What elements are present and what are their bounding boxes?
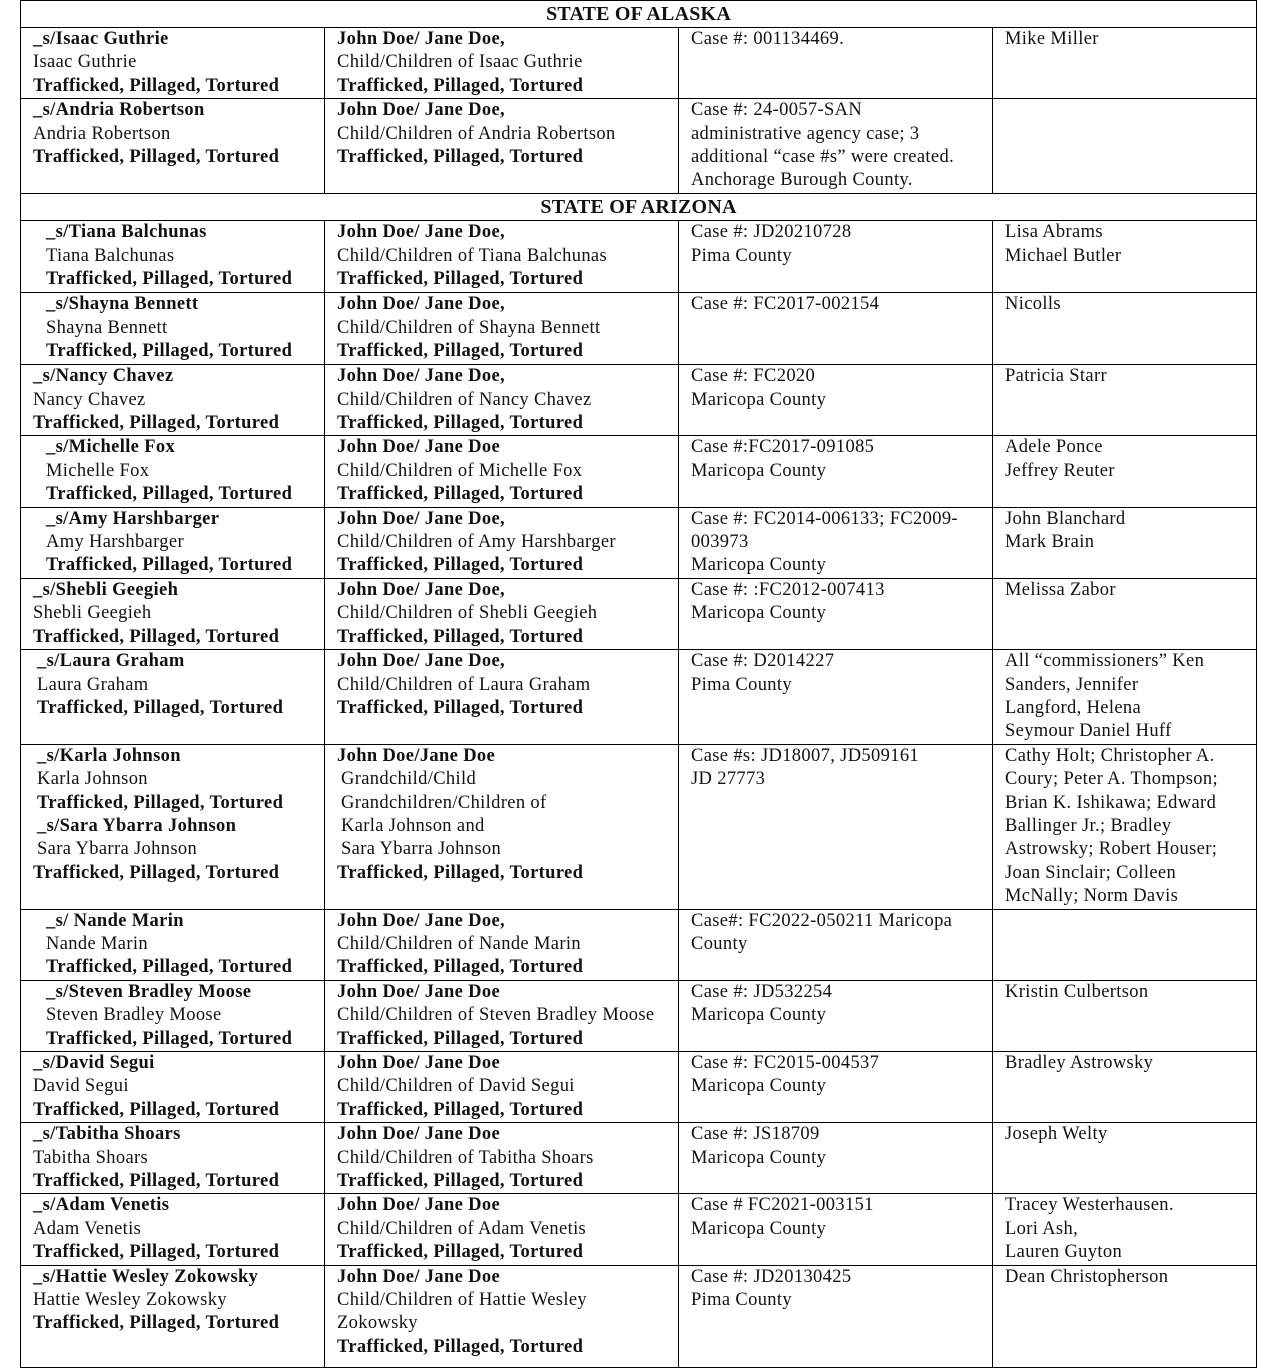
signer-cell xyxy=(21,436,325,507)
case-detail: Maricopa County xyxy=(691,389,827,410)
case-number: Case #: FC2015-004537 xyxy=(691,1053,880,1073)
status-text: Trafficked, Pillaged, Tortured xyxy=(46,555,293,576)
child-designation: John Doe/ Jane Doe xyxy=(337,437,501,458)
plaintiff-table xyxy=(20,0,1257,1368)
officials-cell xyxy=(993,1052,1257,1123)
signer-name: Nancy Chavez xyxy=(33,389,146,410)
case-cell xyxy=(679,1194,993,1265)
official-name: Tracey Westerhausen. xyxy=(1005,1195,1174,1216)
signature: _s/Tiana Balchunas xyxy=(46,222,207,243)
case-number: Case #: 001134469. xyxy=(691,29,845,49)
status-text: Trafficked, Pillaged, Tortured xyxy=(337,269,584,290)
state-heading: STATE OF ALASKA xyxy=(21,1,1257,28)
officials-cell xyxy=(993,365,1257,436)
official-name: Lisa Abrams xyxy=(1005,222,1103,243)
child-relation: Child/Children of Tabitha Shoars xyxy=(337,1147,594,1168)
children-cell xyxy=(325,909,679,980)
child-relation: Karla Johnson and xyxy=(341,815,485,836)
signer-cell xyxy=(21,744,325,909)
status-text: Trafficked, Pillaged, Tortured xyxy=(46,1028,293,1049)
child-designation: John Doe/ Jane Doe xyxy=(337,981,501,1002)
status-text: Trafficked, Pillaged, Tortured xyxy=(37,697,284,718)
children-cell xyxy=(325,1194,679,1265)
table-row xyxy=(21,221,1257,293)
status-text: Trafficked, Pillaged, Tortured xyxy=(337,1336,584,1357)
signature: _s/Adam Venetis xyxy=(33,1195,170,1216)
table-row xyxy=(21,436,1257,507)
children-cell xyxy=(325,1123,679,1194)
official-name: Seymour Daniel Huff xyxy=(1005,721,1172,742)
child-relation: Child/Children of Hattie Wesley xyxy=(337,1290,587,1311)
table-row xyxy=(21,909,1257,980)
status-text: Trafficked, Pillaged, Tortured xyxy=(33,147,280,168)
child-relation: Child/Children of Laura Graham xyxy=(337,674,591,695)
signer-cell xyxy=(21,99,325,194)
child-designation: John Doe/ Jane Doe xyxy=(337,1124,501,1145)
signer-name: Tabitha Shoars xyxy=(33,1147,149,1168)
case-number: Case #: JD20130425 xyxy=(691,1266,852,1287)
signer-cell xyxy=(21,365,325,436)
official-name: Bradley Astrowsky xyxy=(1005,1053,1154,1073)
case-cell xyxy=(679,578,993,649)
case-detail: Maricopa County xyxy=(691,555,827,576)
case-cell xyxy=(679,1123,993,1194)
child-relation: Child/Children of Nancy Chavez xyxy=(337,389,592,410)
case-number: Case #s: JD18007, JD509161 xyxy=(691,745,920,766)
officials-cell xyxy=(993,293,1257,365)
child-relation: Grandchild/Child xyxy=(341,769,477,790)
signer-cell xyxy=(21,28,325,99)
case-number: Case #: :FC2012-007413 xyxy=(691,579,885,600)
officials-cell xyxy=(993,436,1257,507)
child-relation: Child/Children of David Segui xyxy=(337,1076,575,1097)
child-relation: Zokowsky xyxy=(337,1313,418,1334)
signer-name: Tiana Balchunas xyxy=(46,245,175,266)
case-number: Case#: FC2022-050211 Maricopa xyxy=(691,910,953,931)
status-text: Trafficked, Pillaged, Tortured xyxy=(337,862,584,883)
signature: _s/Karla Johnson xyxy=(37,745,181,766)
official-name: Ballinger Jr.; Bradley xyxy=(1005,815,1172,836)
signer-cell xyxy=(21,909,325,980)
official-name: Lori Ash, xyxy=(1005,1218,1079,1239)
case-detail: Maricopa County xyxy=(691,1005,827,1026)
case-cell xyxy=(679,293,993,365)
child-designation: John Doe/ Jane Doe, xyxy=(337,366,506,387)
official-name: Sanders, Jennifer xyxy=(1005,674,1139,695)
case-detail: Pima County xyxy=(691,1290,792,1311)
case-cell xyxy=(679,436,993,507)
case-cell xyxy=(679,909,993,980)
table-row xyxy=(21,578,1257,649)
signature: _s/Michelle Fox xyxy=(46,437,176,458)
officials-cell xyxy=(993,1123,1257,1194)
status-text: Trafficked, Pillaged, Tortured xyxy=(46,269,293,290)
status-text: Trafficked, Pillaged, Tortured xyxy=(33,862,280,883)
status-text: Trafficked, Pillaged, Tortured xyxy=(33,1313,280,1334)
signer-name: Karla Johnson xyxy=(37,769,148,790)
status-text: Trafficked, Pillaged, Tortured xyxy=(337,697,584,718)
children-cell xyxy=(325,221,679,293)
children-cell xyxy=(325,980,679,1051)
status-text: Trafficked, Pillaged, Tortured xyxy=(33,413,280,434)
table-row xyxy=(21,365,1257,436)
children-cell xyxy=(325,293,679,365)
status-text: Trafficked, Pillaged, Tortured xyxy=(337,957,584,978)
signature: _s/ Nande Marin xyxy=(46,910,184,931)
case-number: Case #: FC2014-006133; FC2009- xyxy=(691,508,958,529)
child-relation: Child/Children of Shayna Bennett xyxy=(337,317,601,338)
signature: _s/Sara Ybarra Johnson xyxy=(37,815,237,836)
signature: _s/Nancy Chavez xyxy=(33,366,174,387)
signer-name: Laura Graham xyxy=(37,674,149,695)
child-designation: John Doe/ Jane Doe, xyxy=(337,294,506,315)
status-text: Trafficked, Pillaged, Tortured xyxy=(337,341,584,362)
child-relation: Child/Children of Tiana Balchunas xyxy=(337,245,608,266)
child-relation: Child/Children of Nande Marin xyxy=(337,933,581,954)
child-relation: Grandchildren/Children of xyxy=(341,792,547,813)
officials-cell xyxy=(993,1265,1257,1367)
signer-cell xyxy=(21,578,325,649)
signature: _s/Hattie Wesley Zokowsky xyxy=(33,1266,259,1287)
signer-name: Andria Robertson xyxy=(33,123,171,144)
case-detail: Pima County xyxy=(691,245,792,266)
official-name: Mark Brain xyxy=(1005,532,1095,553)
signature: _s/Steven Bradley Moose xyxy=(46,981,252,1002)
children-cell xyxy=(325,1052,679,1123)
child-designation: John Doe/Jane Doe xyxy=(337,745,496,766)
case-cell xyxy=(679,1052,993,1123)
case-cell xyxy=(679,28,993,99)
case-cell xyxy=(679,1265,993,1367)
status-text: Trafficked, Pillaged, Tortured xyxy=(46,341,293,362)
status-text: Trafficked, Pillaged, Tortured xyxy=(337,1242,584,1263)
children-cell xyxy=(325,99,679,194)
status-text: Trafficked, Pillaged, Tortured xyxy=(33,1242,280,1263)
table-row xyxy=(21,293,1257,365)
signer-name: Isaac Guthrie xyxy=(33,52,137,73)
case-detail: 003973 xyxy=(691,532,749,553)
case-cell xyxy=(679,650,993,745)
child-relation: Child/Children of Andria Robertson xyxy=(337,123,616,144)
signature: _s/Laura Graham xyxy=(37,651,185,672)
signer-cell xyxy=(21,1194,325,1265)
official-name: Jeffrey Reuter xyxy=(1005,460,1115,481)
official-name: Astrowsky; Robert Houser; xyxy=(1005,839,1218,860)
signer-name: Adam Venetis xyxy=(33,1218,142,1239)
signer-cell xyxy=(21,293,325,365)
table-row xyxy=(21,1265,1257,1367)
children-cell xyxy=(325,1265,679,1367)
status-text: Trafficked, Pillaged, Tortured xyxy=(33,626,280,647)
child-designation: John Doe/ Jane Doe xyxy=(337,1266,501,1287)
officials-cell xyxy=(993,28,1257,99)
signer-cell xyxy=(21,980,325,1051)
signer-name: Shebli Geegieh xyxy=(33,603,152,624)
case-detail: Maricopa County xyxy=(691,1076,827,1097)
children-cell xyxy=(325,650,679,745)
status-text: Trafficked, Pillaged, Tortured xyxy=(337,1028,584,1049)
official-name: Langford, Helena xyxy=(1005,697,1142,718)
case-cell xyxy=(679,744,993,909)
status-text: Trafficked, Pillaged, Tortured xyxy=(337,555,584,576)
official-name: Brian K. Ishikawa; Edward xyxy=(1005,792,1217,813)
table-row xyxy=(21,650,1257,745)
case-number: Case #: JD20210728 xyxy=(691,222,852,243)
child-relation: Child/Children of Shebli Geegieh xyxy=(337,603,598,624)
child-designation: John Doe/ Jane Doe, xyxy=(337,508,506,529)
table-row xyxy=(21,1123,1257,1194)
signer-cell xyxy=(21,1265,325,1367)
children-cell xyxy=(325,28,679,99)
signer-cell xyxy=(21,650,325,745)
signer-name: Hattie Wesley Zokowsky xyxy=(33,1290,227,1311)
status-text: Trafficked, Pillaged, Tortured xyxy=(46,484,293,505)
case-cell xyxy=(679,99,993,194)
table-row xyxy=(21,507,1257,578)
signer-name: Sara Ybarra Johnson xyxy=(37,839,198,860)
signature: _s/Shayna Bennett xyxy=(46,294,199,315)
child-designation: John Doe/ Jane Doe, xyxy=(337,29,506,49)
case-detail: Maricopa County xyxy=(691,460,827,481)
case-cell xyxy=(679,365,993,436)
official-name: Patricia Starr xyxy=(1005,366,1107,387)
official-name: Melissa Zabor xyxy=(1005,579,1116,600)
status-text: Trafficked, Pillaged, Tortured xyxy=(337,1099,584,1120)
signer-cell xyxy=(21,1123,325,1194)
child-designation: John Doe/ Jane Doe, xyxy=(337,910,506,931)
officials-cell xyxy=(993,221,1257,293)
official-name: Dean Christopherson xyxy=(1005,1266,1169,1287)
case-detail: Maricopa County xyxy=(691,603,827,624)
case-cell xyxy=(679,221,993,293)
status-text: Trafficked, Pillaged, Tortured xyxy=(337,75,584,96)
officials-cell xyxy=(993,650,1257,745)
table-row xyxy=(21,99,1257,194)
signer-name: David Segui xyxy=(33,1076,129,1097)
status-text: Trafficked, Pillaged, Tortured xyxy=(46,957,293,978)
official-name: Nicolls xyxy=(1005,294,1061,315)
officials-cell xyxy=(993,909,1257,980)
table-row xyxy=(21,980,1257,1051)
officials-cell xyxy=(993,507,1257,578)
signature: _s/David Segui xyxy=(33,1053,155,1073)
status-text: Trafficked, Pillaged, Tortured xyxy=(37,792,284,813)
official-name: Joan Sinclair; Colleen xyxy=(1005,862,1177,883)
signer-cell xyxy=(21,221,325,293)
official-name: Lauren Guyton xyxy=(1005,1242,1123,1263)
case-detail: JD 27773 xyxy=(691,769,766,790)
signer-name: Amy Harshbarger xyxy=(46,532,184,553)
officials-cell xyxy=(993,1194,1257,1265)
case-number: Case #:FC2017-091085 xyxy=(691,437,875,458)
child-relation: Child/Children of Adam Venetis xyxy=(337,1218,587,1239)
children-cell xyxy=(325,507,679,578)
signature: _s/Isaac Guthrie xyxy=(33,29,169,49)
signature: _s/Tabitha Shoars xyxy=(33,1124,181,1145)
child-relation: Child/Children of Amy Harshbarger xyxy=(337,532,616,553)
official-name: Coury; Peter A. Thompson; xyxy=(1005,769,1218,790)
signer-cell xyxy=(21,507,325,578)
official-name: Mike Miller xyxy=(1005,29,1099,49)
case-detail: Pima County xyxy=(691,674,792,695)
signature: _s/Shebli Geegieh xyxy=(33,579,179,600)
table-row xyxy=(21,1194,1257,1265)
case-cell xyxy=(679,507,993,578)
officials-cell xyxy=(993,578,1257,649)
case-number: Case #: FC2020 xyxy=(691,366,816,387)
table-row xyxy=(21,1052,1257,1123)
child-relation: Child/Children of Michelle Fox xyxy=(337,460,583,481)
case-detail: Maricopa County xyxy=(691,1218,827,1239)
table-row xyxy=(21,744,1257,909)
children-cell xyxy=(325,578,679,649)
signer-name: Shayna Bennett xyxy=(46,317,168,338)
case-detail: Maricopa County xyxy=(691,1147,827,1168)
children-cell xyxy=(325,744,679,909)
status-text: Trafficked, Pillaged, Tortured xyxy=(33,1099,280,1120)
official-name: John Blanchard xyxy=(1005,508,1126,529)
status-text: Trafficked, Pillaged, Tortured xyxy=(33,75,280,96)
status-text: Trafficked, Pillaged, Tortured xyxy=(33,1171,280,1192)
signer-name: Nande Marin xyxy=(46,933,148,954)
signer-cell xyxy=(21,1052,325,1123)
child-relation: Child/Children of Isaac Guthrie xyxy=(337,52,583,73)
status-text: Trafficked, Pillaged, Tortured xyxy=(337,413,584,434)
case-cell xyxy=(679,980,993,1051)
signer-name: Steven Bradley Moose xyxy=(46,1005,222,1026)
child-designation: John Doe/ Jane Doe, xyxy=(337,100,506,121)
state-heading: STATE OF ARIZONA xyxy=(21,194,1257,221)
status-text: Trafficked, Pillaged, Tortured xyxy=(337,484,584,505)
case-number: Case #: JD532254 xyxy=(691,981,833,1002)
officials-cell xyxy=(993,744,1257,909)
case-number: Case #: FC2017-002154 xyxy=(691,294,880,315)
children-cell xyxy=(325,436,679,507)
official-name: Michael Butler xyxy=(1005,245,1122,266)
case-detail: County xyxy=(691,933,748,954)
officials-cell xyxy=(993,99,1257,194)
case-number: Case #: JS18709 xyxy=(691,1124,820,1145)
status-text: Trafficked, Pillaged, Tortured xyxy=(337,626,584,647)
child-designation: John Doe/ Jane Doe xyxy=(337,1053,501,1073)
case-number: Case #: 24-0057-SAN xyxy=(691,100,863,121)
child-relation: Sara Ybarra Johnson xyxy=(341,839,502,860)
case-detail: additional “case #s” were created. xyxy=(691,147,955,168)
status-text: Trafficked, Pillaged, Tortured xyxy=(337,147,584,168)
official-name: Adele Ponce xyxy=(1005,437,1103,458)
official-name: Joseph Welty xyxy=(1005,1124,1108,1145)
signer-name: Michelle Fox xyxy=(46,460,150,481)
official-name: Cathy Holt; Christopher A. xyxy=(1005,745,1215,766)
child-designation: John Doe/ Jane Doe, xyxy=(337,651,506,672)
official-name: All “commissioners” Ken xyxy=(1005,651,1205,672)
official-name: McNally; Norm Davis xyxy=(1005,886,1179,907)
case-number: Case #: D2014227 xyxy=(691,651,835,672)
child-designation: John Doe/ Jane Doe xyxy=(337,1195,501,1216)
child-designation: John Doe/ Jane Doe, xyxy=(337,579,506,600)
case-detail: administrative agency case; 3 xyxy=(691,123,920,144)
child-designation: John Doe/ Jane Doe, xyxy=(337,222,506,243)
status-text: Trafficked, Pillaged, Tortured xyxy=(337,1171,584,1192)
children-cell xyxy=(325,365,679,436)
case-number: Case # FC2021-003151 xyxy=(691,1195,874,1216)
official-name: Kristin Culbertson xyxy=(1005,981,1149,1002)
signature: _s/Andria Robertson xyxy=(33,100,205,121)
child-relation: Child/Children of Steven Bradley Moose xyxy=(337,1005,655,1026)
table-row xyxy=(21,28,1257,99)
signature: _s/Amy Harshbarger xyxy=(46,508,220,529)
officials-cell xyxy=(993,980,1257,1051)
case-detail: Anchorage Burough County. xyxy=(691,170,913,191)
